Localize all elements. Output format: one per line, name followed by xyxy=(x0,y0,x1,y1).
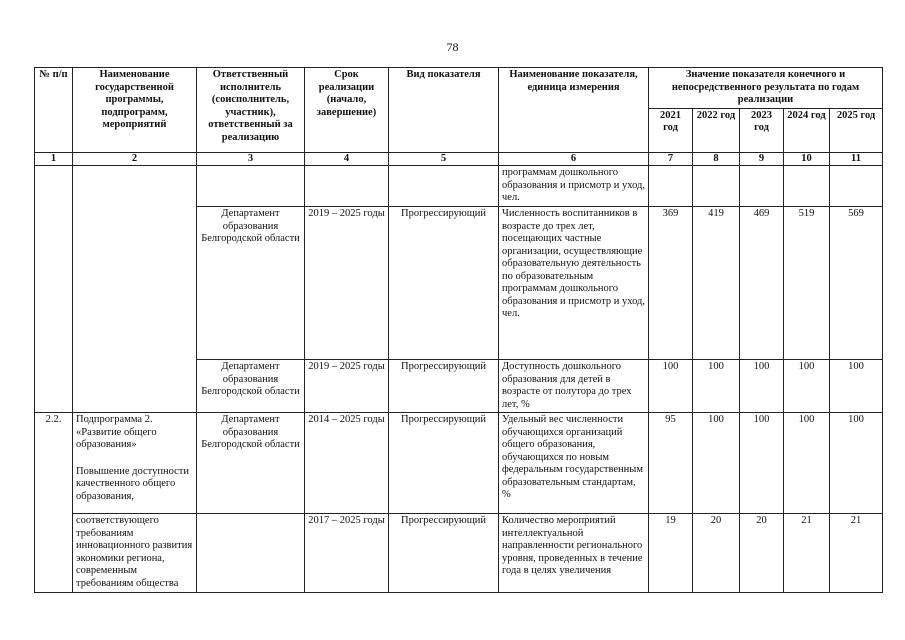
header-year: 2025 год xyxy=(830,109,883,153)
cell-term: 2019 – 2025 годы xyxy=(305,207,389,360)
col-number: 8 xyxy=(693,153,740,166)
cell-program: соответствующего требованиям инновационного развития экономики региона, современным требованиям общества xyxy=(73,514,197,593)
cell-program xyxy=(73,413,197,514)
table-row xyxy=(35,514,883,593)
col-number: 9 xyxy=(740,153,784,166)
cell-term: 2019 – 2025 годы xyxy=(305,360,389,413)
cell-type xyxy=(389,166,499,207)
col-number: 7 xyxy=(649,153,693,166)
header-values: Значение показателя конечного и непосредственного результата по годам реализации xyxy=(649,68,883,109)
cell-term: 2014 – 2025 годы xyxy=(305,413,389,514)
cell-value: 100 xyxy=(784,360,830,413)
cell-value: 20 xyxy=(693,514,740,593)
col-number: 4 xyxy=(305,153,389,166)
cell-value: 100 xyxy=(740,413,784,514)
subprogram-title: Подпрограмма 2. «Развитие общего образования» xyxy=(76,414,157,450)
col-number: 10 xyxy=(784,153,830,166)
cell-value: 369 xyxy=(649,207,693,360)
cell-value: 100 xyxy=(830,413,883,514)
cell-value: 469 xyxy=(740,207,784,360)
cell-value: 569 xyxy=(830,207,883,360)
header-year: 2021 год xyxy=(649,109,693,153)
col-number: 6 xyxy=(499,153,649,166)
cell-program xyxy=(73,166,197,413)
subprogram-goal: Повышение доступности качественного общего образования, xyxy=(76,465,189,502)
cell-value: 419 xyxy=(693,207,740,360)
cell-responsible xyxy=(197,166,305,207)
cell-value: 100 xyxy=(693,360,740,413)
header-type: Вид показателя xyxy=(389,68,499,153)
page-number: 78 xyxy=(446,40,459,54)
header-term: Срок реализации (начало, завершение) xyxy=(305,68,389,153)
cell-type: Прогрессирующий xyxy=(389,360,499,413)
cell-responsible: Департамент образования Белгородской области xyxy=(197,413,305,514)
cell-type: Прогрессирующий xyxy=(389,413,499,514)
cell-value: 100 xyxy=(693,413,740,514)
cell-value: 100 xyxy=(740,360,784,413)
header-year: 2024 год xyxy=(784,109,830,153)
cell-term: 2017 – 2025 годы xyxy=(305,514,389,593)
col-number: 5 xyxy=(389,153,499,166)
cell-responsible xyxy=(197,514,305,593)
cell-value: 100 xyxy=(784,413,830,514)
col-number: 11 xyxy=(830,153,883,166)
cell-num: 2.2. xyxy=(35,413,73,593)
cell-type: Прогрессирующий xyxy=(389,514,499,593)
col-number: 3 xyxy=(197,153,305,166)
cell-value: 21 xyxy=(830,514,883,593)
cell-num xyxy=(35,166,73,413)
header-year: 2022 год xyxy=(693,109,740,153)
cell-value: 100 xyxy=(830,360,883,413)
header-num: № п/п xyxy=(35,68,73,153)
cell-term xyxy=(305,166,389,207)
header-indicator: Наименование показателя, единица измерения xyxy=(499,68,649,153)
cell-indicator: Количество мероприятий интеллектуальной направленности регионального уровня, проведенных в течение года в целях увеличения xyxy=(499,514,649,593)
cell-value: 21 xyxy=(784,514,830,593)
cell-indicator: Численность воспитанников в возрасте до трех лет, посещающих частные организации, осуществляющие образовательную деятельность по образовательным программам дошкольного образования и присмотр и уход, чел. xyxy=(499,207,649,360)
cell-value: 519 xyxy=(784,207,830,360)
cell-value: 20 xyxy=(740,514,784,593)
cell-indicator: Доступность дошкольного образования для детей в возрасте от полутора до трех лет, % xyxy=(499,360,649,413)
cell-indicator: Удельный вес численности обучающихся организаций общего образования, обучающихся по новым федеральным государственным образовательным стандартам, % xyxy=(499,413,649,514)
table-row xyxy=(35,413,883,514)
cell-value: 19 xyxy=(649,514,693,593)
cell-value: 100 xyxy=(649,360,693,413)
cell-type: Прогрессирующий xyxy=(389,207,499,360)
cell-value: 95 xyxy=(649,413,693,514)
col-number: 1 xyxy=(35,153,73,166)
header-year: 2023 год xyxy=(740,109,784,153)
cell-indicator: программам дошкольного образования и присмотр и уход, чел. xyxy=(499,166,649,207)
table-row xyxy=(35,166,883,207)
cell-responsible: Департамент образования Белгородской области xyxy=(197,207,305,360)
col-number: 2 xyxy=(73,153,197,166)
header-responsible: Ответственный исполнитель (соисполнитель, участник), ответственный за реализацию xyxy=(197,68,305,153)
cell-responsible: Департамент образования Белгородской области xyxy=(197,360,305,413)
header-program: Наименование государственной программы, подпрограмм, мероприятий xyxy=(73,68,197,153)
indicators-table xyxy=(34,67,883,593)
